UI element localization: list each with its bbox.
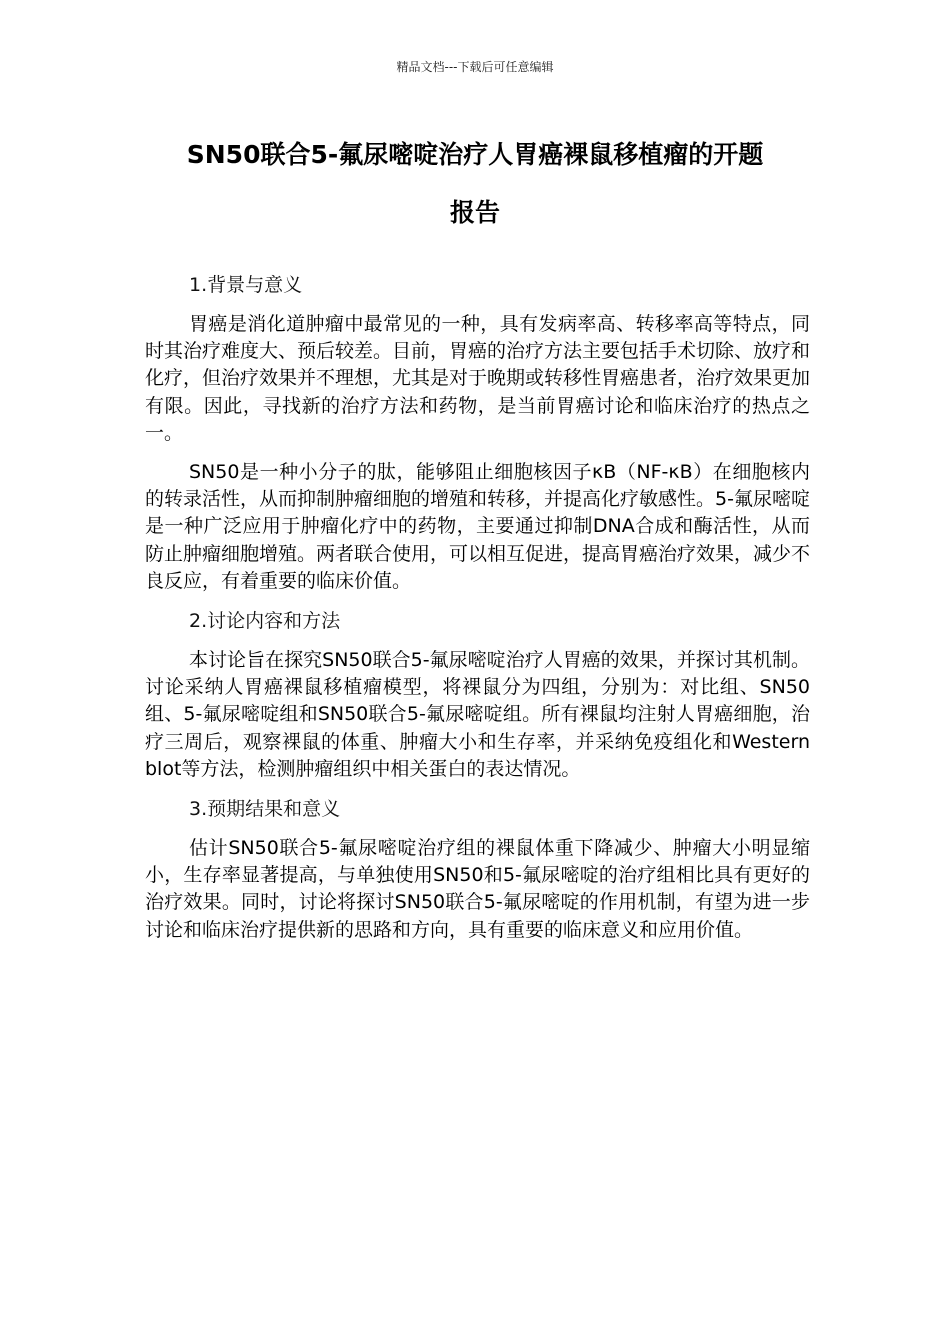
document-title-line-2: 报告: [449, 198, 500, 227]
document-body: [145, 271, 810, 956]
body-paragraph: 本讨论旨在探究SN50联合5-氟尿嘧啶治疗人胃癌的效果，并探讨其机制。讨论采纳人胃癌裸鼠移植瘤模型，将裸鼠分为四组，分别为：对比组、SN50组、5-氟尿嘧啶组和SN50联合5-氟尿嘧啶组。所有裸鼠均注射人胃癌细胞，治疗三周后，观察裸鼠的体重、肿瘤大小和生存率，并采纳免疫组化和Western blot等方法，检测肿瘤组织中相关蛋白的表达情况。: [145, 649, 810, 780]
body-paragraph: 估计SN50联合5-氟尿嘧啶治疗组的裸鼠体重下降减少、肿瘤大小明显缩小，生存率显著提高，与单独使用SN50和5-氟尿嘧啶的治疗组相比具有更好的治疗效果。同时，讨论将探讨SN50联合5-氟尿嘧啶的作用机制，有望为进一步讨论和临床治疗提供新的思路和方向，具有重要的临床意义和应用价值。: [145, 837, 810, 941]
section-methods: [145, 607, 810, 783]
section-heading: 1.背景与意义: [189, 274, 303, 296]
body-paragraph: SN50是一种小分子的肽，能够阻止细胞核因子κB（NF-κB）在细胞核内的转录活性，从而抑制肿瘤细胞的增殖和转移，并提高化疗敏感性。5-氟尿嘧啶是一种广泛应用于肿瘤化疗中的药物，主要通过抑制DNA合成和酶活性，从而防止肿瘤细胞增殖。两者联合使用，可以相互促进，提高胃癌治疗效果，减少不良反应，有着重要的临床价值。: [145, 461, 811, 592]
header-note: 精品文档---下载后可任意编辑: [396, 60, 554, 74]
section-expected-results: [145, 795, 810, 944]
document-title-line-1: SN50联合5-氟尿嘧啶治疗人胃癌裸鼠移植瘤的开题: [186, 140, 764, 169]
section-background: [145, 271, 810, 595]
section-heading: 2.讨论内容和方法: [189, 610, 341, 633]
body-paragraph: 胃癌是消化道肿瘤中最常见的一种，具有发病率高、转移率高等特点，同时其治疗难度大、预后较差。目前，胃癌的治疗方法主要包括手术切除、放疗和化疗，但治疗效果并不理想，尤其是对于晚期或转移性胃癌患者，治疗效果更加有限。因此，寻找新的治疗方法和药物，是当前胃癌讨论和临床治疗的热点之一。: [145, 313, 811, 444]
section-heading: 3.预期结果和意义: [189, 798, 341, 821]
